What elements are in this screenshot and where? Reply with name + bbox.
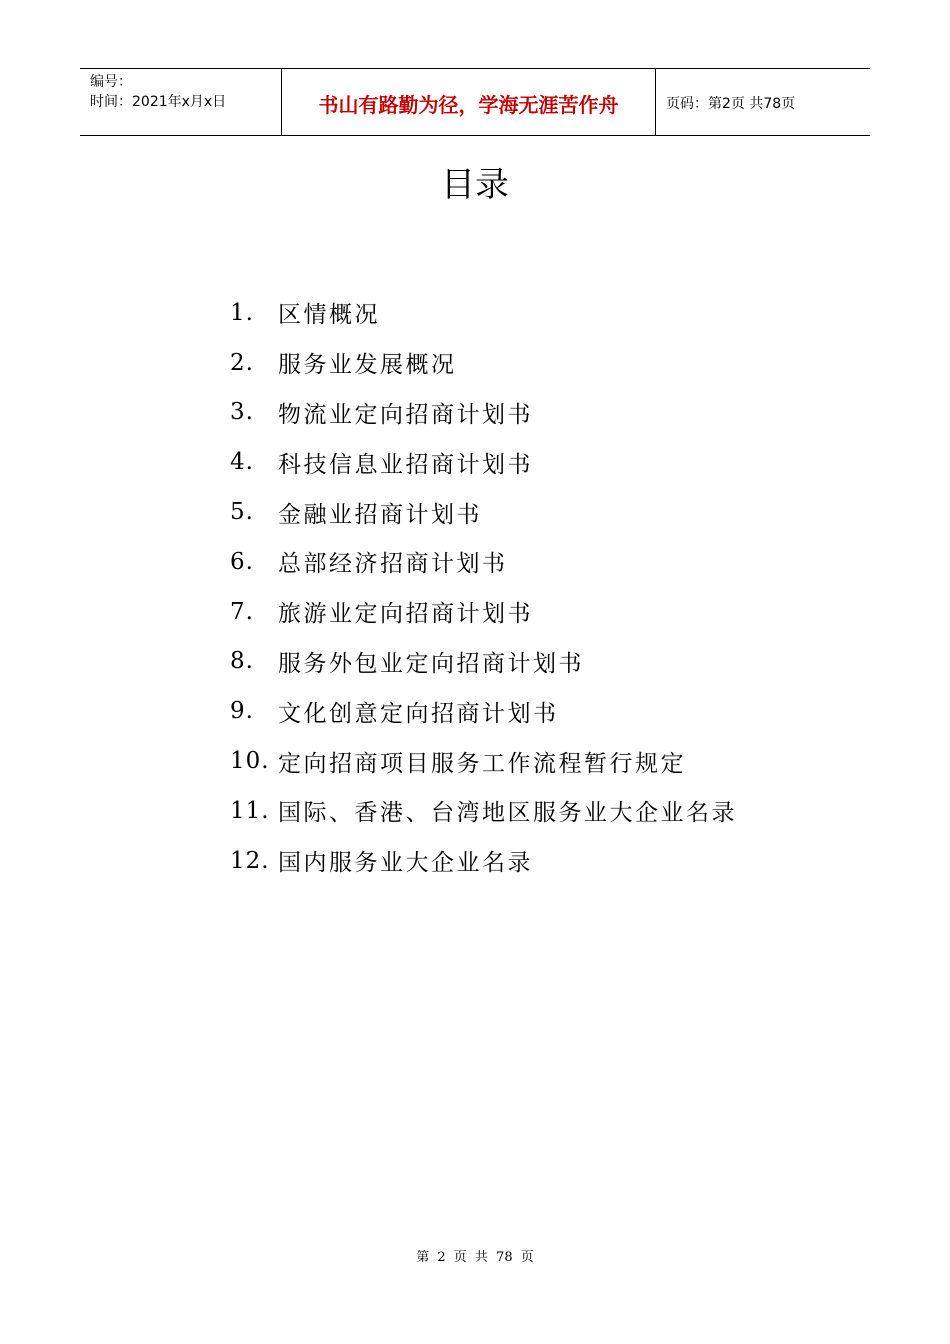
page-footer: 第 2 页 共 78 页 — [416, 1250, 534, 1265]
toc-item-text: 区情概况 — [278, 302, 380, 329]
toc-item-text: 国际、香港、台湾地区服务业大企业名录 — [278, 800, 737, 827]
toc-item-text: 物流业定向招商计划书 — [278, 401, 533, 428]
header-page-info: 页码：第2页 共78页 — [666, 96, 796, 112]
toc-item-number: 8. — [230, 648, 254, 675]
toc-item — [230, 686, 870, 736]
toc-item-text: 文化创意定向招商计划书 — [278, 700, 559, 727]
toc-item — [230, 487, 870, 537]
toc-item-text: 总部经济招商计划书 — [278, 551, 508, 578]
toc-item — [230, 388, 870, 438]
toc-item-number: 3. — [230, 399, 254, 426]
document-title: 目录 — [441, 165, 509, 205]
toc-item-number: 4. — [230, 449, 254, 476]
toc-item-text: 服务业发展概况 — [278, 352, 457, 379]
header-motto: 书山有路勤为径，学海无涯苦作舟 — [282, 69, 656, 135]
toc-item — [230, 836, 870, 886]
toc-item — [230, 437, 870, 487]
page-header — [80, 68, 870, 136]
toc-item — [230, 288, 870, 338]
toc-item-text: 金融业招商计划书 — [278, 501, 482, 528]
toc-item-text: 定向招商项目服务工作流程暂行规定 — [278, 750, 686, 777]
toc-item — [230, 587, 870, 637]
toc-item-number: 5. — [230, 499, 254, 526]
toc-item-number: 2. — [230, 349, 254, 376]
toc-item — [230, 338, 870, 388]
toc-item-number: 9. — [230, 698, 254, 725]
toc-item — [230, 637, 870, 687]
toc-item-number: 7. — [230, 598, 254, 625]
toc-item-text: 国内服务业大企业名录 — [278, 850, 533, 877]
toc-item — [230, 537, 870, 587]
toc-item — [230, 786, 870, 836]
toc-item-number: 6. — [230, 548, 254, 575]
header-meta — [80, 69, 282, 135]
toc-item-number: 11. — [230, 797, 270, 824]
header-number-label: 编号： — [90, 74, 132, 90]
toc-item-number: 10. — [230, 748, 270, 775]
toc-item-text: 服务外包业定向招商计划书 — [278, 650, 584, 677]
toc-item-number: 12. — [230, 847, 270, 874]
toc-item-text: 科技信息业招商计划书 — [278, 451, 533, 478]
toc-item — [230, 736, 870, 786]
table-of-contents — [230, 288, 870, 886]
header-time-label: 时间：2021年x月x日 — [90, 94, 227, 110]
toc-item-text: 旅游业定向招商计划书 — [278, 601, 533, 628]
toc-item-number: 1. — [230, 299, 254, 326]
